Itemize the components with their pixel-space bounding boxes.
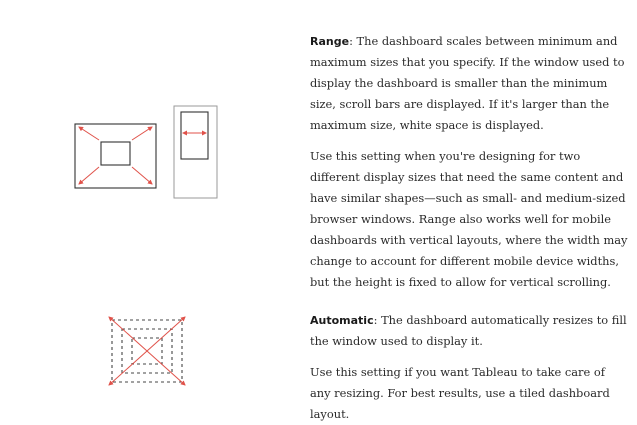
auto-arrows <box>109 317 185 385</box>
mobile-min-frame <box>181 112 208 159</box>
range-description: Range: The dashboard scales between minimum and maximum sizes that you specify. If the window used to display the dashboard is smaller than the minimum size, scroll bars are displayed. If it's larger than the maximum size, white space is displayed. <box>310 34 625 132</box>
automatic-description-text: The dashboard automatically resizes to fill the window used to display it. <box>310 313 627 348</box>
range-term: Range <box>310 35 350 48</box>
scale-between-min-max-icon <box>75 106 217 198</box>
range-illustration <box>70 100 230 200</box>
range-usage: Use this setting when you're designing for two different display sizes that need the same content and have similar shapes—such as small- and medium-sized browser windows. Range also works well for mobile dashboards with vertical layouts, where the width may change to account for different mobile device widths, but the height is fixed to allow for vertical scrolling. <box>310 149 628 289</box>
automatic-description: Automatic: The dashboard automatically resizes to fill the window used to display it. <box>310 313 627 348</box>
automatic-illustration <box>104 312 190 388</box>
mobile-max-frame <box>174 106 217 198</box>
automatic-section <box>310 310 628 425</box>
range-section <box>310 31 628 293</box>
automatic-usage: Use this setting if you want Tableau to take care of any resizing. For best results, use a tiled dashboard layout. <box>310 365 610 421</box>
min-size-frame <box>101 142 130 165</box>
automatic-term: Automatic <box>310 314 374 327</box>
max-size-frame <box>75 124 156 188</box>
range-description-text: The dashboard scales between minimum and maximum sizes that you specify. If the window used to display the dashboard is smaller than the minimum size, scroll bars are displayed. If it's larger than the maximum size, white space is displayed. <box>310 34 625 132</box>
auto-resize-icon <box>109 317 185 385</box>
diagonal-arrows <box>79 127 152 184</box>
